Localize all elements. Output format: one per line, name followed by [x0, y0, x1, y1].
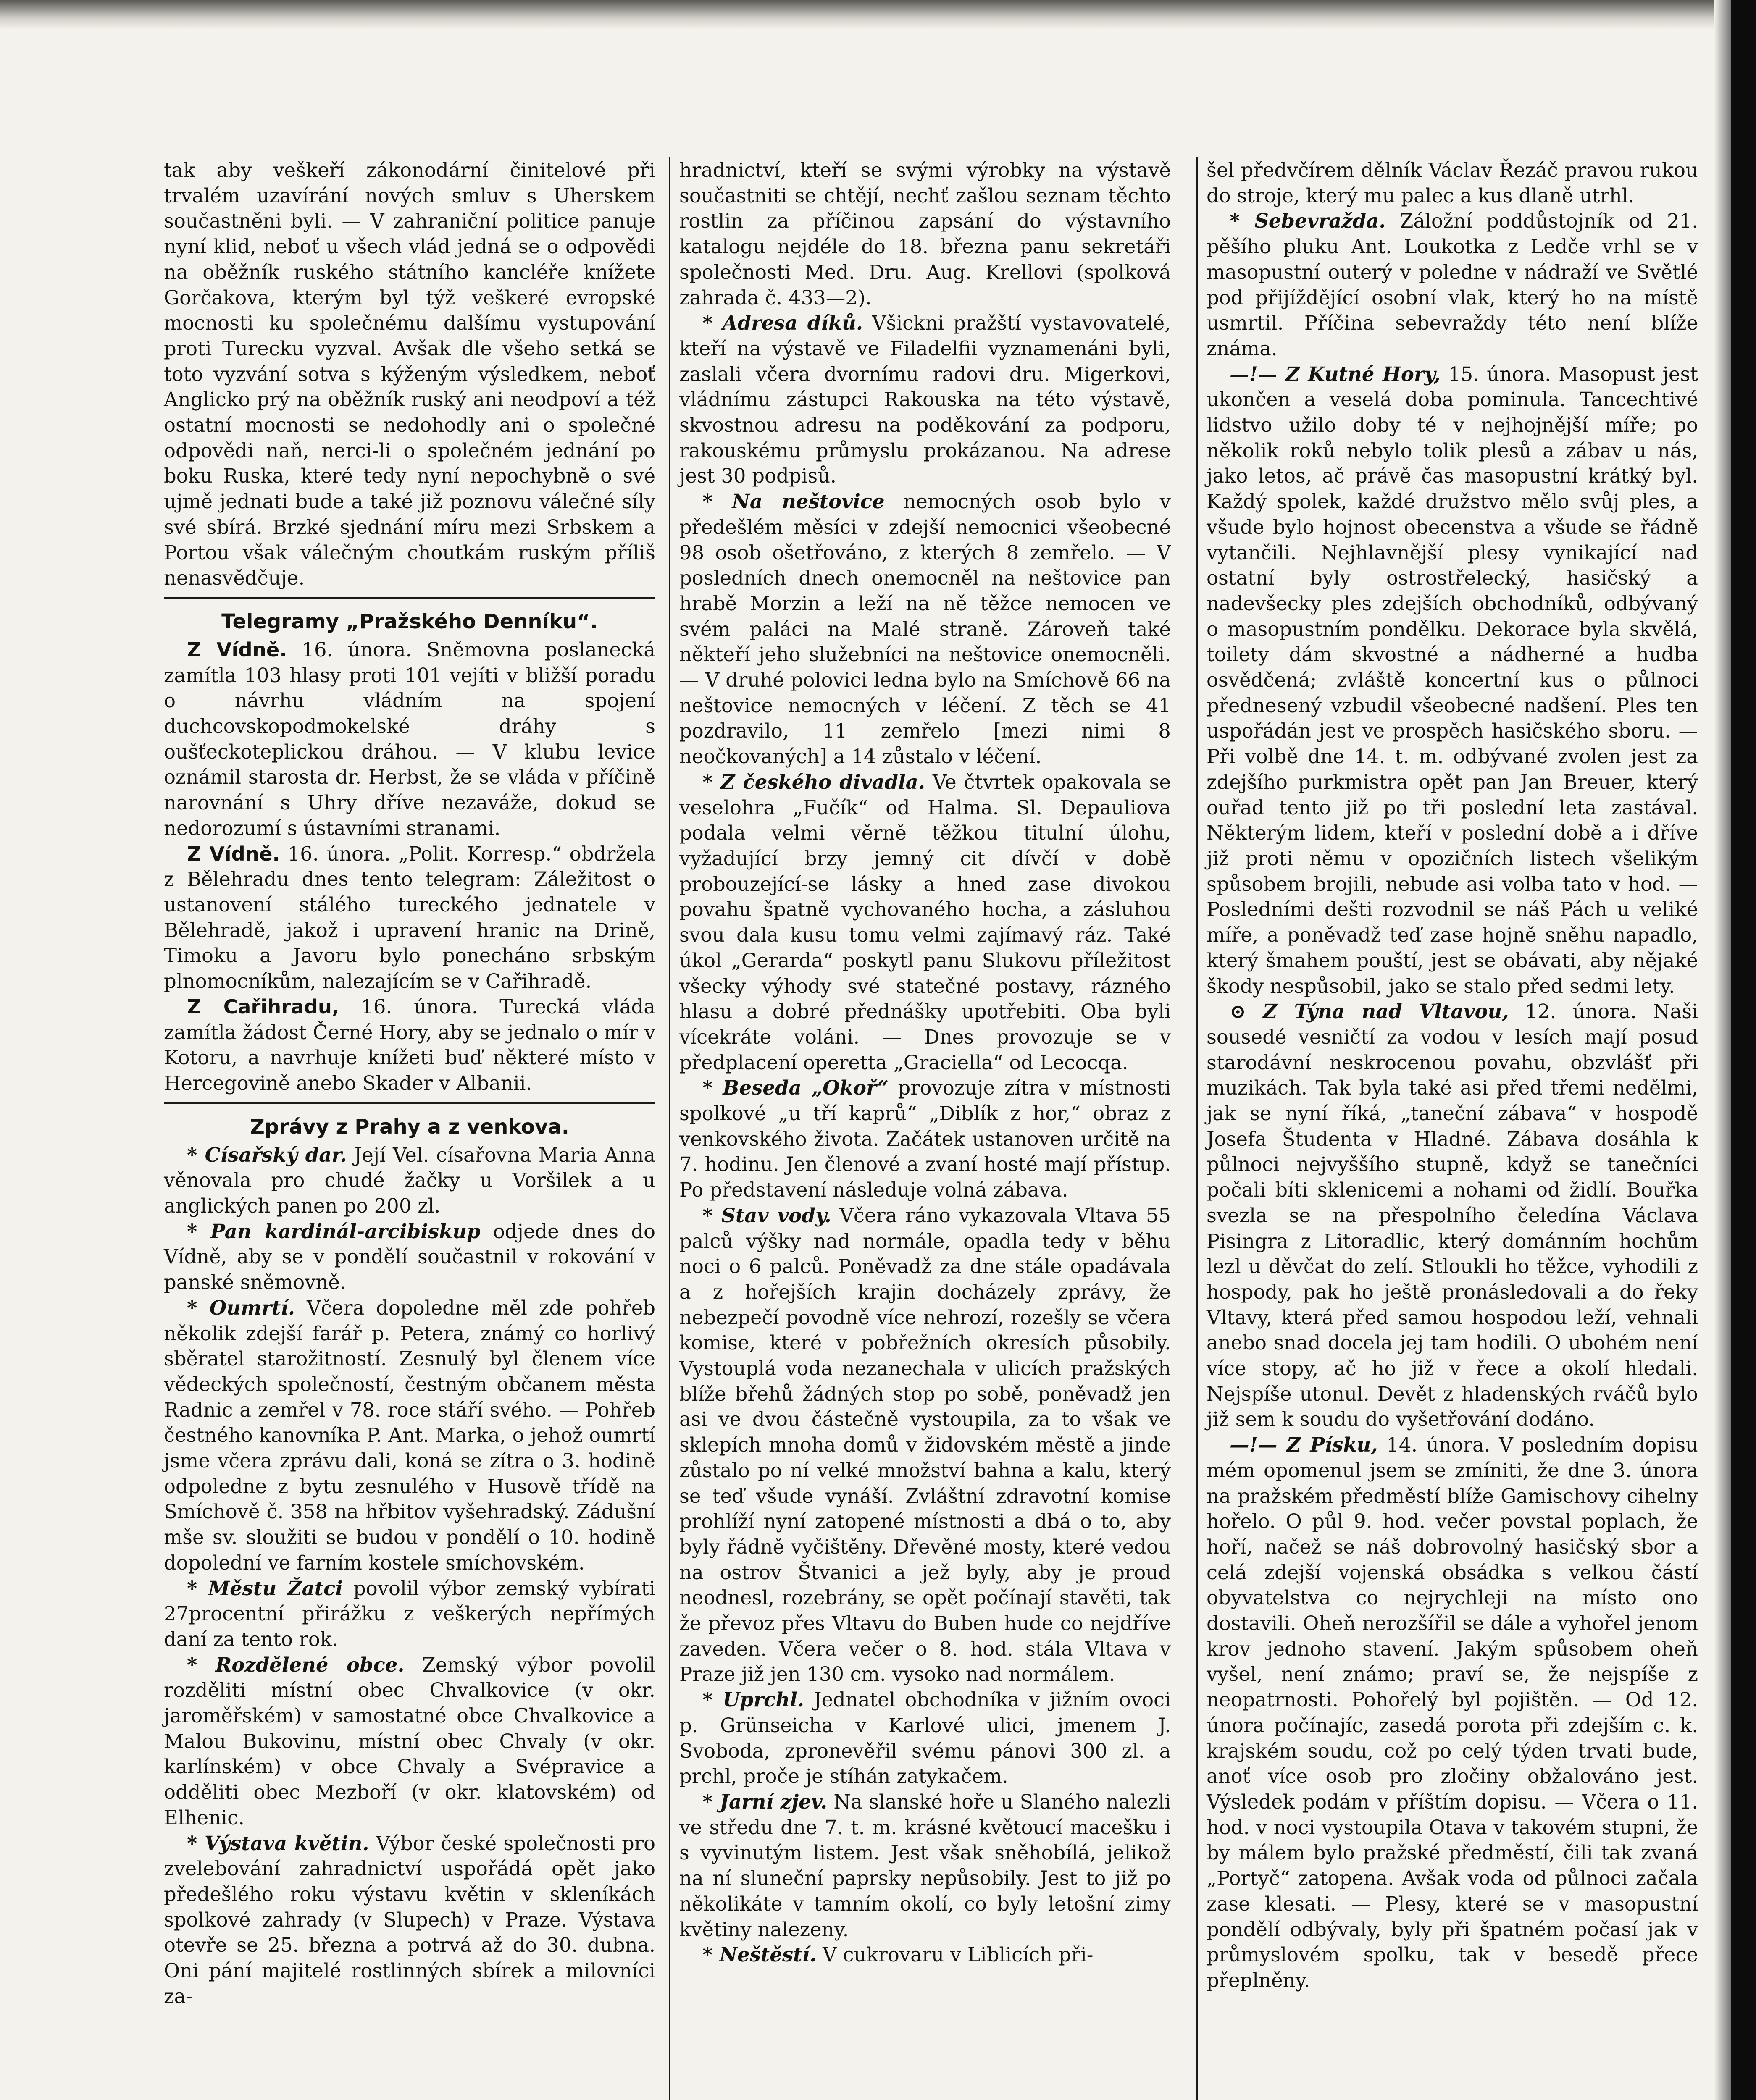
column-1 [164, 158, 655, 2009]
news-text: 12. února. Naši sousedé vesničtí za vodou v lesích mají posud starodávní neskrocenou povahu, obzvlášť při muzikách. Tak byla také asi před třemi nedělmi, jak se nyní říká, „taneční zábava“ v hospodě Josefa Študenta v Hladné. Zábava dosáhla k půlnoci nejvyššího stupně, když se tanečníci počali bíti sklenicemi a nohami od židlí. Bouřka svezla se na přespolního čeledína Václava Pisingra z Litoradlic, který dománním hochům lezl u děvčat do zelí. Stloukli ho těžce, vyhodili z hospody, pak ho ještě pronásledovali a do řeky Vltavy, která před samou hospodou leží, vehnali anebo snad docela jej tam hodili. O ubohém není více stopy, ač ho již v řece a okolí hledali. Nejspíše utonul. Devět z hladenských rváčů bylo již sem k soudu do vyšetřování dodáno. [1207, 1000, 1698, 1431]
news-keyword: —!— Z Písku, [1230, 1433, 1378, 1457]
intro-paragraph: tak aby veškeří zákonodární činitelové při trvalém uzavírání nových smluv s Uherskem součastněni byli. — V zahraniční politice panuje nyní klid, neboť u všech vlád jedná se o odpovědi na oběžník ruského státního kancléře knížete Gorčakova, kterým byl týž veškeré evropské mocnosti ku společnému dalšímu vystupování proti Turecku vyzval. Avšak dle všeho setká se toto vyzvání sotva s kýženým výsledkem, neboť Anglicko prý na oběžník ruský ani neodpoví a též ostatní mocnosti se nedohodly ani o společné odpovědi naň, nerci-li o společném jednání po boku Ruska, které tedy nyní nepochybně o své ujmě jednati bude a také již poznovu válečné síly své sbírá. Brzké sjednání míru mezi Srbskem a Portou však válečným choutkám ruským příliš nenasvědčuje. [164, 159, 655, 590]
telegram-dateline: Z Vídně. [187, 842, 280, 865]
news-text: povolil výbor zemský vybírati 27procentní přirážku z veškerých nepřímých daní za tento rok. [164, 1577, 655, 1651]
news-text: V cukrovaru v Liblicích při- [816, 1943, 1094, 1966]
news-keyword: * Výstava květin. [187, 1831, 369, 1855]
news-text: Jednatel obchodníka v jižním ovoci p. Grünseicha v Karlové ulici, jmenem J. Svoboda, zpronevěřil svému pánovi 300 zl. a prchl, proče je stíhán zatykačem. [679, 1688, 1171, 1788]
news-keyword: ⊙ Z Týna nad Vltavou, [1230, 1000, 1509, 1023]
news-item [164, 1219, 655, 1295]
news-item [679, 1203, 1171, 1687]
telegram-text: 16. února. „Polit. Korresp.“ obdržela z Bělehradu dnes tento telegram: Záležitost o ustanovení stálého tureckého jednatele v Bělehradě, jakož i upravení hranic na Drině, Timoku a Javoru bylo ponecháno srbským plnomocníkům, nalezajícím se v Cařihradě. [164, 842, 655, 993]
news-text: Zemský výbor povolil rozděliti místní obec Chvalkovice (v okr. jaroměřském) v samostatné obce Chvalkovice a Malou Bukovinu, místní obec Chvaly (v okr. karlínském) v obce Chvaly a Svépravice a odděliti obec Mezboří (v okr. klatovském) od Elhenic. [164, 1653, 655, 1829]
news-item [1207, 208, 1698, 361]
news-item [164, 1142, 655, 1219]
news-item [164, 1576, 655, 1652]
news-text: Výbor české společnosti pro zvelebování zahradnictví uspořádá opět jako předešlého roku výstavu květin v skleníkách spolkové zahrady (v Slupech) v Praze. Výstava otevře se 25. března a potrvá až do 30. dubna. Oni pání majitelé rostlinných sbírek a milovníci za- [164, 1832, 655, 2008]
news-keyword: * Sebevražda. [1230, 209, 1386, 233]
news-text: Všickni pražští vystavovatelé, kteří na výstavě ve Filadelfii vyznamenáni byli, zaslali včera dvornímu radovi dru. Migerkovi, vládnímu zástupci Rakouska na této výstavě, skvostnou adresu na poděkování za podporu, rakouskému průmyslu prokázanou. Na adrese jest 30 podpisů. [679, 312, 1171, 488]
section-divider [164, 597, 655, 601]
news-text: Její Vel. císařovna Maria Anna věnovala pro chudé žačky u Voršilek a u anglických panen po 200 zl. [164, 1143, 655, 1218]
news-item [679, 1789, 1171, 1942]
news-keyword: * Neštěstí. [702, 1943, 817, 1966]
telegram-item [164, 841, 655, 994]
news-item [1207, 1432, 1698, 1993]
news-keyword: * Pan kardinál-arcibiskup [187, 1219, 481, 1243]
news-item [679, 1687, 1171, 1789]
news-text: Na slanské hoře u Slaného nalezli ve středu dne 7. t. m. krásné květoucí macešku i s vyvinutým listem. Jest však sněhobílá, jelikož na ní sluneční paprsky nepůsobily. Jest to již po několikáte v tamním okolí, co byly letošní zimy květiny nalezeny. [679, 1790, 1171, 1941]
news-text: 14. února. V posledním dopisu mém opomenul jsem se zmíniti, že dne 3. února na pražském předměstí blíže Gamischovy cihelny hořelo. O půl 9. hod. večer povstal poplach, že hoří, načež se náš dobrovolný hasičský sbor a celá zdejší vojenská obsádka s velkou částí obyvatelstva co nejrychleji na místo ono dostavili. Oheň nerozšířil se dále a vyhořel jenom krov jednoho stavení. Jakým spůsobem oheň vyšel, není známo; praví se, že nejspíše z neopatrnosti. Pohořelý byl pojištěn. — Od 12. února počínajíc, zasedá porota při zdejším c. k. krajském soudu, což po celý týden trvati bude, anoť více osob pro zločiny obžalováno jest. Výsledek podám v příštím dopisu. — Včera o 11. hod. v noci vystoupila Otava v takovém stupni, že by málem bylo pražské předměstí, čili tak zvaná „Portyč“ zatopena. Avšak voda od půlnoci začala zase klesati. — Plesy, které se v masopustní pondělí odbývaly, byly při špatném počasí jak v průmyslovém spolku, tak v besedě přece přeplněny. [1207, 1433, 1698, 1992]
news-item [1207, 999, 1698, 1432]
news-item [164, 1295, 655, 1576]
news-keyword: * Adresa díků. [702, 311, 863, 335]
section-divider [164, 1102, 655, 1106]
telegram-dateline: Z Vídně. [187, 638, 287, 661]
news-keyword: * Jarní zjev. [702, 1790, 828, 1813]
news-keyword: * Rozdělené obce. [187, 1653, 405, 1676]
news-text: nemocných osob bylo v předešlém měsíci v zdejší nemocnici všeobecné 98 osob ošetřováno, z kterých 8 zemřelo. — V posledních dnech onemocněl na neštovice pan hrabě Morzin a leží na ně těžce nemocen ve svém paláci na Malé straně. Zároveň také někteří jeho služebníci na neštovice onemocněli. — V druhé polovici ledna bylo na Smíchově 66 na neštovice nemocných v léčení. Z těch se 41 pozdravilo, 11 zemřelo [mezi nimi 8 neočkovaných] a 14 zůstalo v léčení. [679, 490, 1171, 768]
news-keyword: * Beseda „Okoř“ [702, 1076, 889, 1100]
news-item [679, 310, 1171, 489]
news-text: Včera ráno vykazovala Vltava 55 palců výšky nad normále, opadla tedy v běhu noci o 6 palců. Poněvadž za dne stále opadávala a z hořejších krajin docházely zprávy, že nebezpečí povodně více nehrozí, rozešly se včera komise, které v pobřežních okresích působily. Vystouplá voda nezanechala v ulicích pražských blíže břehů žádných stop po sobě, poněvadž jen asi ve dvou částečně vystoupila, za to však ve sklepích mnoha domů v židovském městě a jinde zůstalo po ní velké množství bahna a kalu, který se teď všude vynáší. Zvláštní zdravotní komise prohlíží nyní zatopené místnosti a dbá o to, aby byly řádně vyčištěny. Dřevěné mosty, které vedou na ostrov Štvanici a jež byly, aby je proud neodnesl, rozebrány, se opět počínají stavěti, tak že převoz přes Vltavu do Buben hude co nejdříve zaveden. Včera večer o 8. hod. stála Vltava v Praze již jen 130 cm. vysoko nad normálem. [679, 1204, 1171, 1686]
scan-edge-shadow [1714, 0, 1731, 2100]
continuation-paragraph: šel předvčírem dělník Václav Řezáč pravou rukou do stroje, který mu palec a kus dlaně utrhl. [1207, 159, 1698, 207]
telegram-dateline: Z Cařihradu, [187, 995, 339, 1018]
news-text: 15. února. Masopust jest ukončen a veselá doba pominula. Tancechtivé lidstvo užilo doby té v nejhojnější míře; po několik roků nebylo tolik plesů a zábav u nás, jako letos, ač právě čas masopustní krátký byl. Každý spolek, každé družstvo mělo svůj ples, a všude bylo hojnost obecenstva a všude se řádně vytančili. Nejhlavnější plesy vynikající nad ostatní byly ostrostřelecký, hasičský a nadevšecky ples zdejších obchodníků, odbývaný o masopustním pondělku. Dekorace byla skvělá, toilety dám skvostné a nádherné a hudba osvědčená; zvláště koncertní kus o půlnoci přednesený vzbudil všeobecné nadšení. Ples ten uspořádán jest ve prospěch hasičského sboru. — Při volbě dne 14. t. m. odbývané zvolen jest za zdejšího purkmistra opět pan Jan Breuer, který ouřad tento již po tři poslední leta zastával. Některým lidem, kteří v poslední době a i dříve již proti němu v opozičních listech všelikým spůsobem brojili, nebude asi volba tato v hod. — Posledními dešti rozvodnil se náš Pách u veliké míře, a poněvadž teď zase hojně sněhu napadlo, který šmahem pouští, jest se obávati, aby nějaké škody nespůsobil, jako se stalo před sedmi lety. [1207, 362, 1698, 998]
news-text: Záložní poddůstojník od 21. pěšího pluku Ant. Loukotka z Ledče vrhl se v masopustní outerý v poledne v nádraží ve Světlé pod přijíždějící osobní vlak, který ho na místě usmrtil. Příčina sebevraždy této není blíže známa. [1207, 210, 1698, 360]
news-item [679, 769, 1171, 1075]
news-keyword: * Stav vody. [702, 1203, 831, 1227]
column-3 [1207, 158, 1698, 1993]
news-text: odjede dnes do Vídně, aby se v pondělí součastnil v rokování v panské sněmovně. [164, 1220, 655, 1294]
news-text: Včera dopoledne měl zde pohřeb několik zdejší farář p. Petera, známý co horlivý sběratel starožitností. Zesnulý byl členem více vědeckých společností, čestným občanem města Radnic a zemřel v 78. roce stáří svého. — Pohřeb čestného kanovníka P. Ant. Marka, o jehož oumrtí jsme včera zprávu dali, koná se zítra o 3. hodině odpoledne z bytu zesnulého v Husově třídě na Smíchově č. 358 na hřbitov vyšehradský. Zádušní mše sv. sloužiti se budou v pondělí o 10. hodině dopolední ve farním kostele smíchovském. [164, 1296, 655, 1574]
scan-edge-top [0, 0, 1756, 29]
news-item [1207, 362, 1698, 999]
column-2 [679, 158, 1171, 1968]
telegram-item [164, 637, 655, 841]
news-item [164, 1831, 655, 2009]
telegram-item [164, 994, 655, 1096]
column-rule-left [669, 158, 670, 2100]
news-item [679, 1942, 1171, 1968]
column-rule-right [1196, 158, 1198, 2100]
news-keyword: * Z českého divadla. [702, 770, 925, 793]
news-item [679, 1075, 1171, 1203]
scan-edge-right [1731, 0, 1756, 2100]
telegrams-heading: Telegramy „Pražského Denníku“. [221, 609, 598, 633]
news-keyword: * Oumrtí. [187, 1296, 295, 1319]
news-keyword: * Městu Žatci [187, 1576, 343, 1600]
news-keyword: * Uprchl. [702, 1688, 804, 1712]
news-text: provozuje zítra v místnosti spolkové „u tří kaprů“ „Diblík z hor,“ obraz z venkovského života. Začátek ustanoven určitě na 7. hodinu. Jen členové a zvaní hosté mají přístup. Po představení následuje volná zábava. [679, 1076, 1171, 1202]
telegram-text: 16. února. Sněmovna poslanecká zamítla 103 hlasy proti 101 vejíti v bližší poradu o návrhu vládním na spojení duchcovskopodmokelské dráhy s oušťeckoteplickou dráhou. — V klubu levice oznámil starosta dr. Herbst, že se vláda v příčině narovnání s Uhry dříve nezaváže, dokud se nedorozumí s ústavními stranami. [164, 638, 655, 840]
news-heading: Zprávy z Prahy a z venkova. [250, 1115, 569, 1139]
news-keyword: * Na neštovice [702, 490, 885, 513]
continuation-paragraph: hradnictví, kteří se svými výrobky na výstavě součastniti se chtějí, nechť zašlou seznam těchto rostlin za příčinou zapsání do výstavního katalogu nejdéle do 18. března panu sekretáři společnosti Med. Dru. Aug. Krellovi (spolková zahrada č. 433—2). [679, 159, 1171, 309]
news-item [164, 1652, 655, 1831]
news-item [679, 489, 1171, 769]
news-text: Ve čtvrtek opakovala se veselohra „Fučík“ od Halma. Sl. Depauliova podala velmi věrně těžkou titulní úlohu, vyžadující brzy jemný cit dívčí v době probouzející-se lásky a hned zase divokou povahu špatně vychovaného hocha, a zásluhou svou dala kusu tomu velmi zajímavý ráz. Také úkol „Gerarda“ poskytl panu Slukovu příležitost všecky výhody své statečné postavy, rázného hlasu a dobré přednášky upotřebiti. Oba byli vícekráte voláni. — Dnes provozuje se v předplacení operetta „Graciella“ od Lecocqa. [679, 770, 1171, 1074]
news-keyword: —!— Z Kutné Hory, [1230, 362, 1441, 386]
telegram-text: 16. února. Turecká vláda zamítla žádost Černé Hory, aby se jednalo o mír v Kotoru, a navrhuje knížeti buď některé místo v Hercegovině anebo Skader v Albanii. [164, 995, 655, 1095]
news-keyword: * Císařský dar. [187, 1143, 347, 1166]
